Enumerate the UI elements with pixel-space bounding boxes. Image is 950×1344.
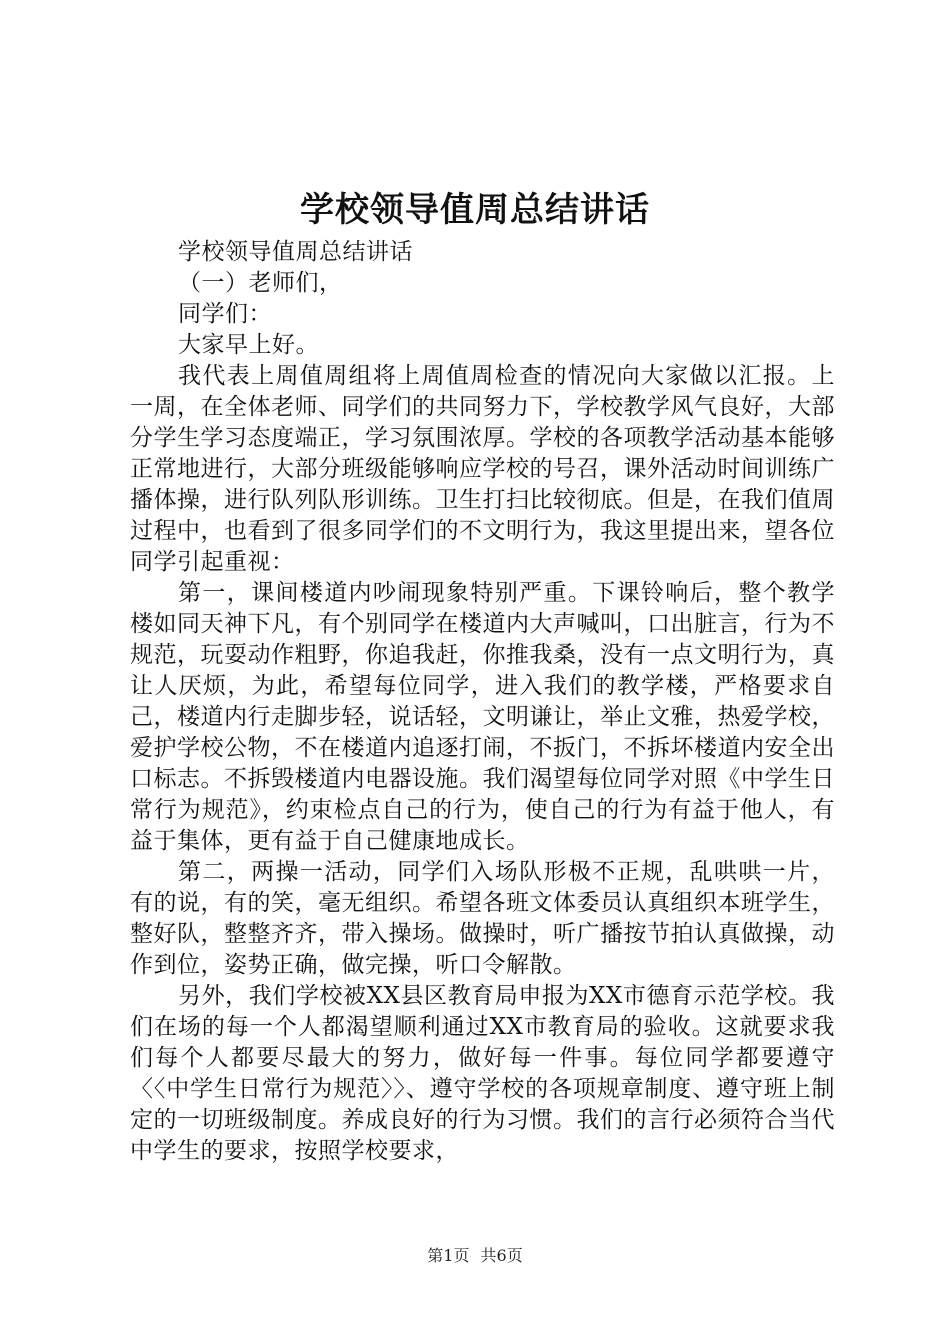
body-paragraph: 第二，两操一活动，同学们入场队形极不正规，乱哄哄一片，有的说，有的笑，毫无组织。希望各班文体委员认真组织本班学生，整好队，整整齐齐，带入操场。做操时，听广播按节拍认真做操，动作到位，姿势正确，做完操，听口令解散。 <box>130 859 835 978</box>
body-paragraph: 另外，我们学校被XX县区教育局申报为XX市德育示范学校。我们在场的每一个人都渴望顺利通过XX市教育局的验收。这就要求我们每个人都要尽最大的努力，做好每一件事。每位同学都要遵守〈〈中学生日常行为规范〉〉、遵守学校的各项规章制度、遵守班上制定的一切班级制度。养成良好的行为习惯。我们的言行必须符合当代中学生的要求，按照学校要求， <box>130 983 835 1164</box>
page-footer <box>0 1243 950 1266</box>
body-paragraph: 大家早上好。 <box>178 332 319 358</box>
body-paragraph: （一）老师们， <box>178 270 343 296</box>
body-paragraph: 学校领导值周总结讲话 <box>178 239 413 265</box>
document-title: 学校领导值周总结讲话 <box>300 190 650 230</box>
body-paragraph: 我代表上周值周组将上周值周检查的情况向大家做以汇报。上一周，在全体老师、同学们的共同努力下，学校教学风气良好，大部分学生学习态度端正，学习氛围浓厚。学校的各项教学活动基本能够正常地进行，大部分班级能够响应学校的号召，课外活动时间训练广播体操，进行队列队形训练。卫生打扫比较彻底。但是，在我们值周过程中，也看到了很多同学们的不文明行为，我这里提出来，望各位同学引起重视： <box>130 363 835 575</box>
body-paragraph: 同学们： <box>178 301 272 327</box>
body-paragraph: 第一，课间楼道内吵闹现象特别严重。下课铃响后，整个教学楼如同天神下凡，有个别同学在楼道内大声喊叫，口出脏言，行为不规范，玩耍动作粗野，你追我赶，你推我桑，没有一点文明行为，真让人厌烦，为此，希望每位同学，进入我们的教学楼，严格要求自己，楼道内行走脚步轻，说话轻，文明谦让，举止文雅，热爱学校，爱护学校公物，不在楼道内追逐打闹，不扳门，不拆坏楼道内安全出口标志。不拆毁楼道内电器设施。我们渴望每位同学对照《中学生日常行为规范》，约束检点自己的行为，使自己的行为有益于他人，有益于集体，更有益于自己健康地成长。 <box>130 580 835 854</box>
page-total: 共6页 <box>480 1246 523 1265</box>
page-number: 第1页 <box>427 1246 470 1265</box>
document-body <box>130 237 835 1167</box>
